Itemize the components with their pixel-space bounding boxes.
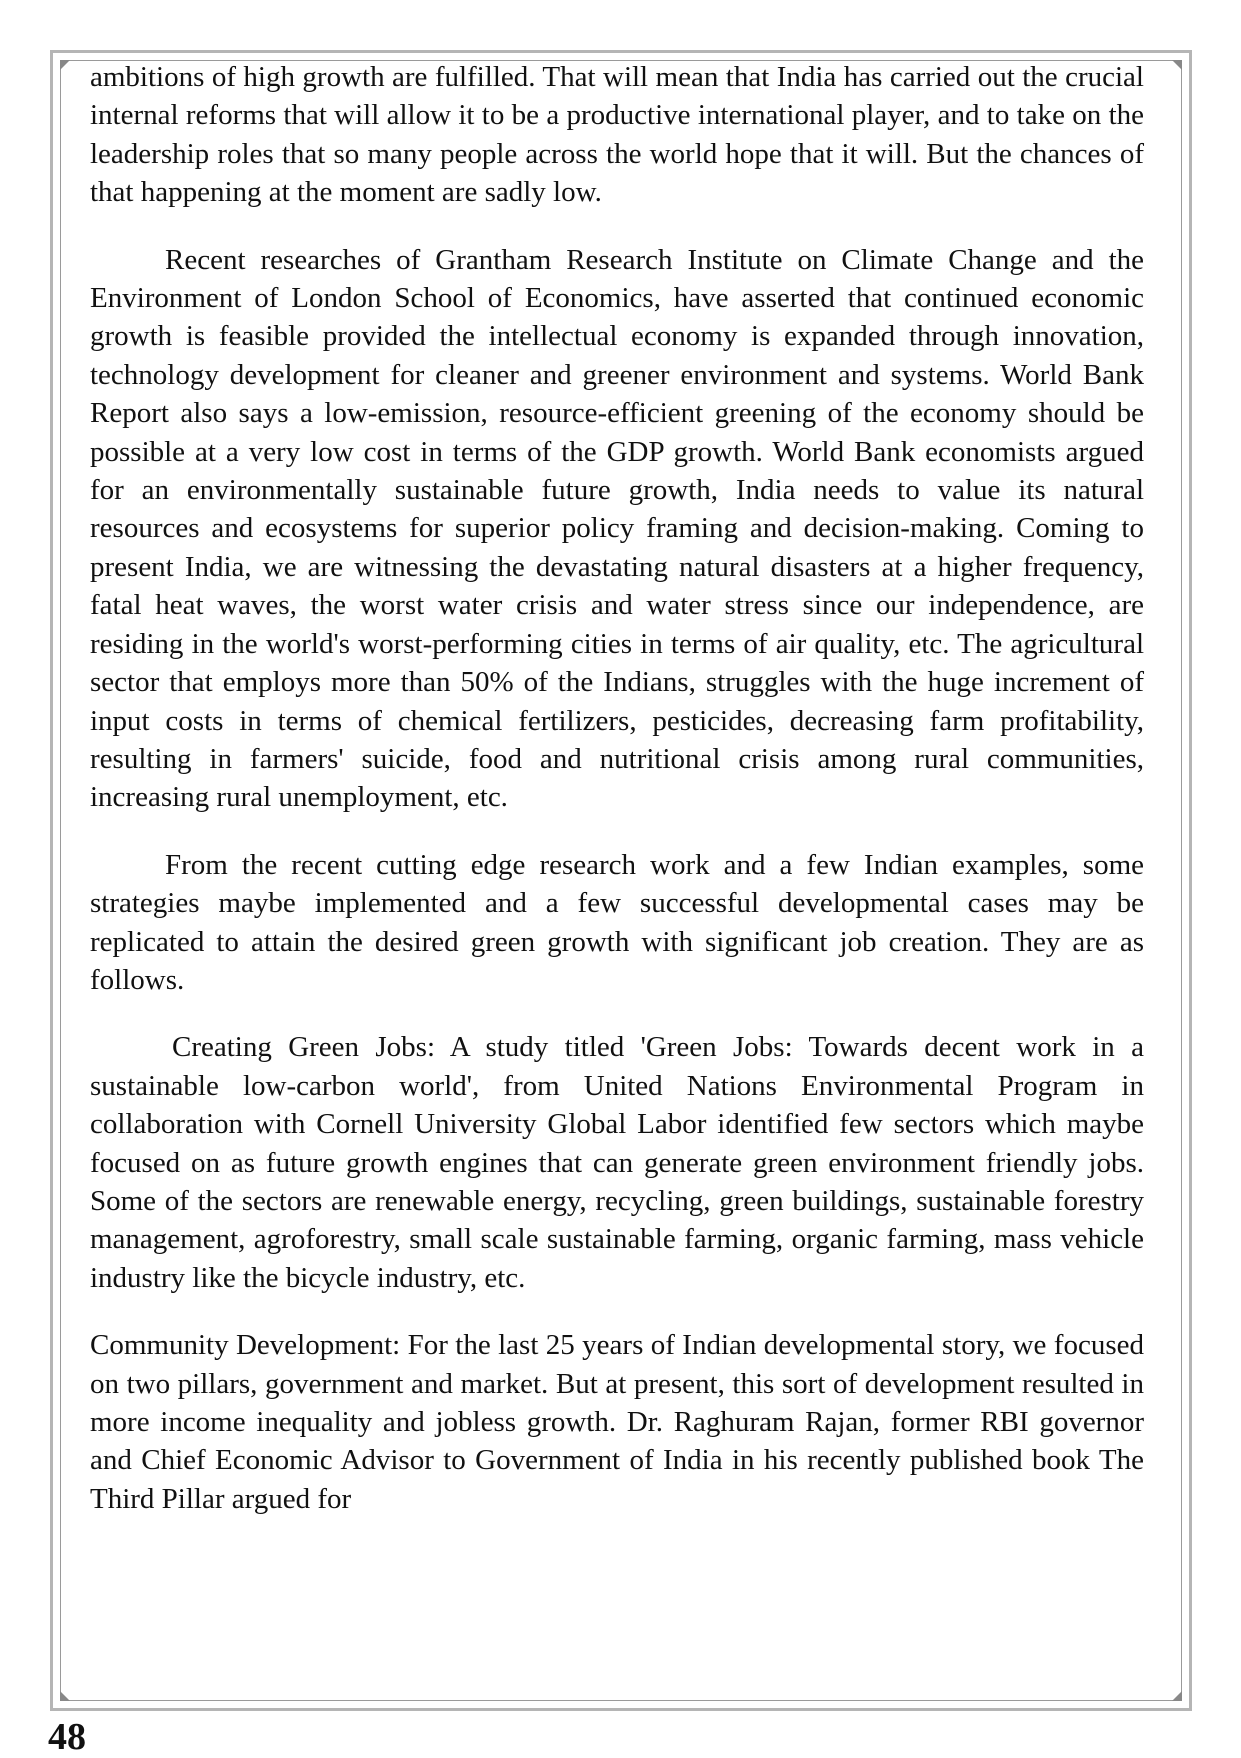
corner-ornament-top-left xyxy=(60,60,70,70)
paragraph-grantham-research: Recent researches of Grantham Research Institute on Climate Change and the Environment of London School of Economics, have asserted that continued economic growth is feasible provided the intellectual economy is expanded through innovation, technology development for cleaner and greener environment and systems. World Bank Report also says a low-emission, resource-efficient greening of the economy should be possible at a very low cost in terms of the GDP growth. World Bank economists argued for an environmentally sustainable future growth, India needs to value its natural resources and ecosystems for superior policy framing and decision-making. Coming to present India, we are witnessing the devastating natural disasters at a higher frequency, fatal heat waves, the worst water crisis and water stress since our independence, are residing in the world's worst-performing cities in terms of air quality, etc. The agricultural sector that employs more than 50% of the Indians, struggles with the huge increment of input costs in terms of chemical fertilizers, pesticides, decreasing farm profitability, resulting in farmers' suicide, food and nutritional crisis among rural communities, increasing rural unemployment, etc. xyxy=(90,243,1144,814)
page-number: 48 xyxy=(48,1716,86,1758)
paragraph-creating-green-jobs: Creating Green Jobs: A study titled 'Green Jobs: Towards decent work in a sustainable low-carbon world', from United Nations Environmental Program in collaboration with Cornell University Global Labor identified few sectors which maybe focused on as future growth engines that can generate green environment friendly jobs. Some of the sectors are renewable energy, recycling, green buildings, sustainable forestry management, agroforestry, small scale sustainable farming, organic farming, mass vehicle industry like the bicycle industry, etc. xyxy=(90,1031,1144,1294)
corner-ornament-top-right xyxy=(1172,60,1182,70)
corner-ornament-bottom-left xyxy=(60,1691,70,1701)
paragraph-strategies: From the recent cutting edge research work and a few Indian examples, some strategies maybe implemented and a few successful developmental cases may be replicated to attain the desired green growth with significant job creation. They are as follows. xyxy=(90,848,1144,996)
paragraph-community-development: Community Development: For the last 25 years of Indian developmental story, we focused on two pillars, government and market. But at present, this sort of development resulted in more income inequality and jobless growth. Dr. Raghuram Rajan, former RBI governor and Chief Economic Advisor to Government of India in his recently published book The Third Pillar argued for xyxy=(90,1329,1144,1515)
page-body xyxy=(90,58,1144,1547)
paragraph-continued: ambitions of high growth are fulfilled. That will mean that India has carried out the crucial internal reforms that will allow it to be a productive international player, and to take on the leadership roles that so many people across the world hope that it will. But the chances of that happening at the moment are sadly low. xyxy=(90,61,1144,209)
corner-ornament-bottom-right xyxy=(1172,1691,1182,1701)
